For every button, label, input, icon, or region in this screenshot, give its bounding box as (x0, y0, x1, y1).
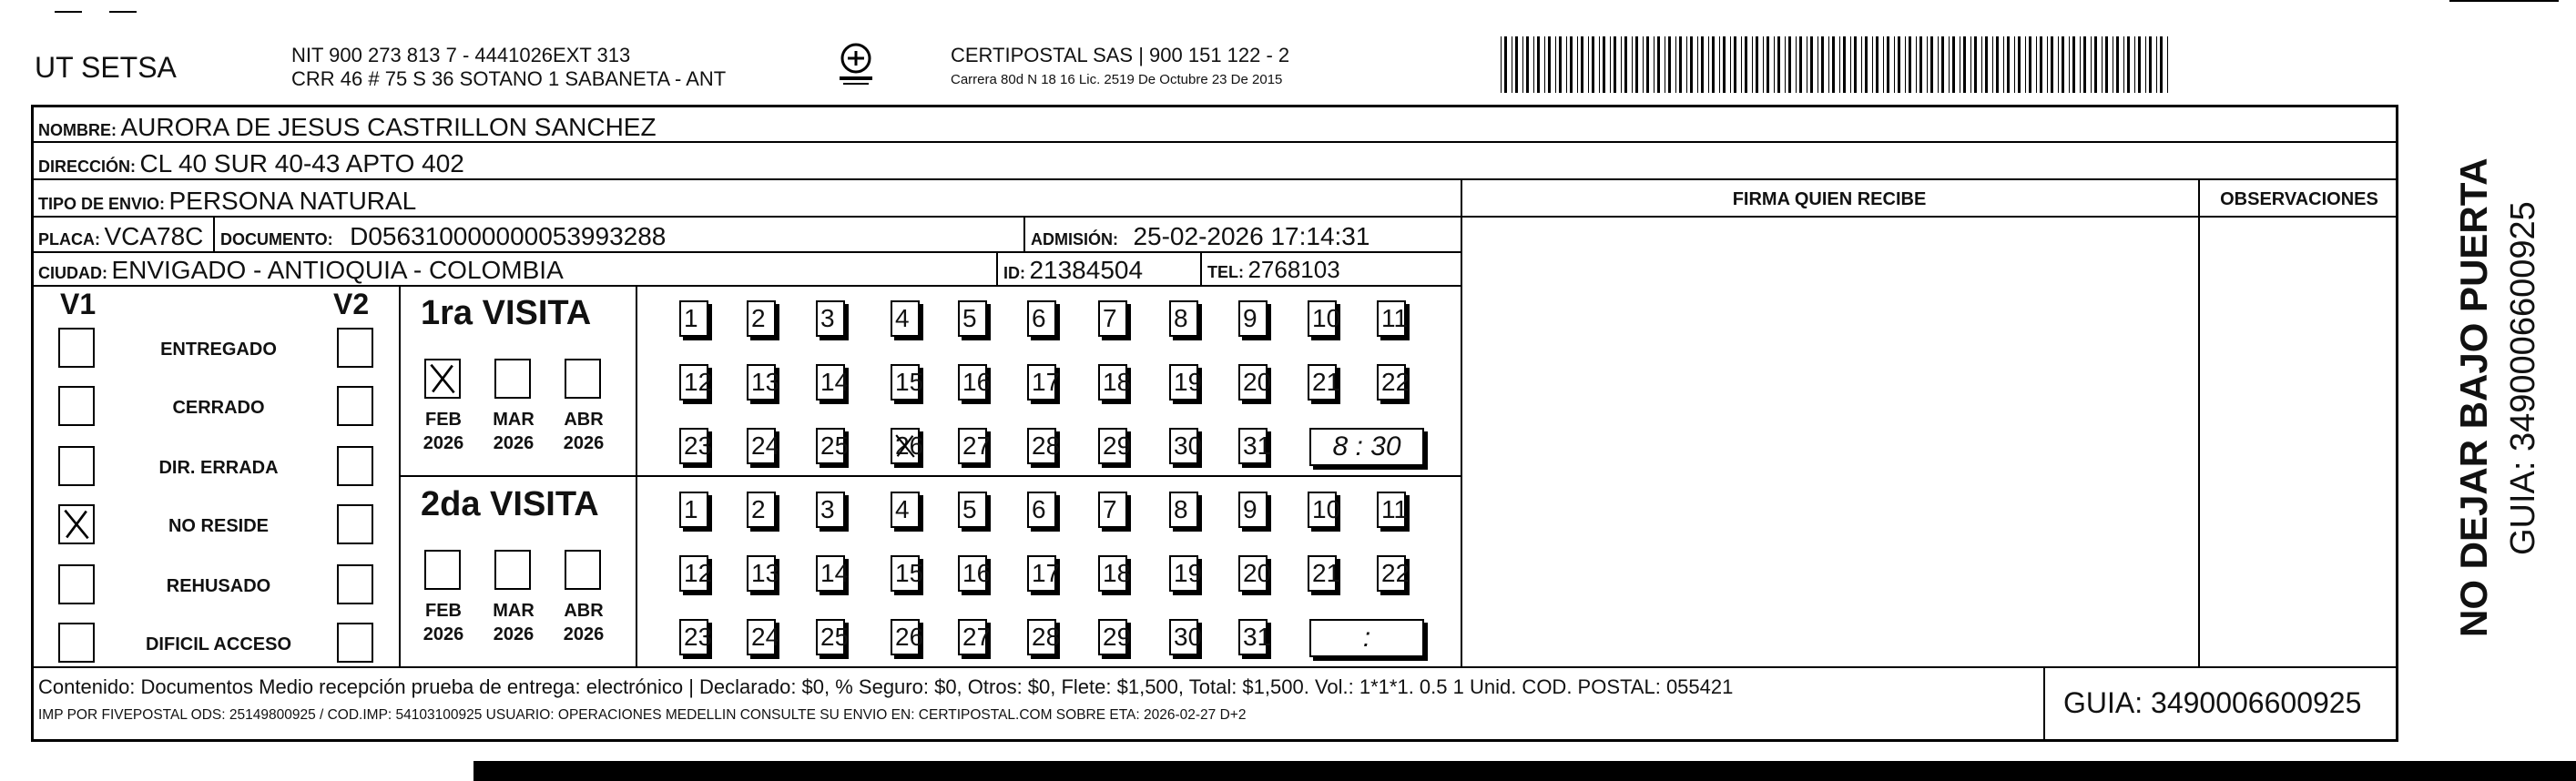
barcode-bar (2018, 36, 2021, 93)
barcode-bar (1570, 36, 1573, 93)
barcode (1501, 36, 2174, 93)
barcode-bar (1930, 36, 1933, 93)
status-label: NO RESIDE (168, 516, 270, 536)
v1-checkbox[interactable] (58, 386, 95, 426)
barcode-bar (1981, 36, 1982, 93)
day-box-12[interactable]: 12 (679, 555, 708, 592)
ciudad-label: CIUDAD: (38, 264, 107, 282)
status-label: REHUSADO (166, 576, 271, 596)
barcode-bar (1555, 36, 1556, 93)
month-label (489, 408, 538, 455)
day-box-28[interactable]: 28 (1027, 428, 1056, 464)
day-box-20[interactable]: 20 (1238, 555, 1268, 592)
barcode-bar (1533, 36, 1534, 93)
day-box-18[interactable]: 18 (1098, 555, 1127, 592)
day-box-28[interactable]: 28 (1027, 619, 1056, 655)
barcode-bar (1752, 36, 1753, 93)
month-year: 2026 (563, 433, 605, 453)
tipo-field (38, 188, 416, 214)
carrier-license: Carrera 80d N 18 16 Lic. 2519 De Octubre 23 De 2015 (951, 72, 1283, 87)
day-box-7[interactable]: 7 (1098, 300, 1127, 337)
month-name: MAR (493, 410, 535, 430)
barcode-bar (2029, 36, 2031, 93)
second-visit-title: 2da VISITA (421, 485, 599, 523)
barcode-bar (1949, 36, 1950, 93)
tel-label: TEL: (1207, 263, 1244, 281)
barcode-bar (1646, 36, 1649, 93)
barcode-bar (1599, 36, 1600, 93)
barcode-bar (2036, 36, 2037, 93)
day-box-27[interactable]: 27 (958, 619, 987, 655)
barcode-bar (1821, 36, 1824, 93)
barcode-bar (1719, 36, 1720, 93)
barcode-bar (1588, 36, 1589, 93)
company-nit: NIT 900 273 813 7 - 4441026EXT 313 (291, 44, 631, 66)
barcode-bar (2062, 36, 2064, 93)
barcode-bar (1756, 36, 1758, 93)
barcode-bar (2167, 36, 2168, 93)
barcode-bar (1832, 36, 1835, 93)
column-divider (2198, 180, 2200, 666)
row-divider (31, 285, 1461, 287)
barcode-bar (2145, 36, 2146, 93)
v1-checkbox[interactable] (58, 623, 95, 663)
barcode-bar (1577, 36, 1578, 93)
day-box-21[interactable]: 21 (1308, 555, 1337, 592)
ciudad-field (38, 258, 564, 283)
month-name: ABR (564, 410, 604, 430)
month-checkbox[interactable] (494, 359, 531, 399)
barcode-bar (2094, 36, 2097, 93)
day-box-6[interactable]: 6 (1027, 300, 1056, 337)
footer-guia-number: GUIA: 3490006600925 (2063, 686, 2362, 719)
placa-field (38, 224, 203, 249)
barcode-bar (1785, 36, 1786, 93)
barcode-bar (2116, 36, 2119, 93)
day-box-16[interactable]: 16 (958, 555, 987, 592)
v2-checkbox[interactable] (337, 386, 373, 426)
scan-mark (2449, 0, 2559, 2)
barcode-bar (2134, 36, 2135, 93)
admision-value: 25-02-2026 17:14:31 (1133, 222, 1370, 250)
month-name: FEB (425, 601, 462, 621)
id-value: 21384504 (1029, 256, 1144, 284)
nombre-value: AURORA DE JESUS CASTRILLON SANCHEZ (120, 113, 657, 141)
placa-label: PLACA: (38, 230, 100, 248)
scan-mark (109, 11, 137, 13)
row-divider (31, 141, 2398, 143)
day-box-11[interactable]: 11 (1377, 300, 1406, 337)
row-divider (31, 251, 1461, 253)
month-label (559, 599, 608, 646)
barcode-bar (1883, 36, 1884, 93)
day-box-19[interactable]: 19 (1169, 555, 1198, 592)
v2-checkbox[interactable] (337, 504, 373, 544)
month-checkbox[interactable] (494, 550, 531, 590)
barcode-bar (1938, 36, 1939, 93)
day-box-26[interactable]: 26 (891, 619, 920, 655)
day-box-24[interactable]: 24 (747, 428, 776, 464)
documento-label: DOCUMENTO: (220, 230, 333, 248)
v2-checkbox[interactable] (337, 328, 373, 368)
barcode-bar (2003, 36, 2004, 93)
day-box-4[interactable]: 4 (891, 300, 920, 337)
firma-header: FIRMA QUIEN RECIBE (1732, 189, 1927, 209)
barcode-bar (1679, 36, 1682, 93)
v2-checkbox[interactable] (337, 623, 373, 663)
scan-mark (55, 11, 82, 13)
day-box-25[interactable]: 25 (816, 619, 845, 655)
v2-checkbox[interactable] (337, 446, 373, 486)
barcode-bar (2047, 36, 2048, 93)
direccion-label: DIRECCIÓN: (38, 157, 136, 176)
barcode-bar (2083, 36, 2086, 93)
admision-field (1031, 224, 1369, 249)
barcode-bar (2058, 36, 2059, 93)
day-box-27[interactable]: 27 (958, 428, 987, 464)
barcode-bar (1905, 36, 1906, 93)
day-box-18[interactable]: 18 (1098, 364, 1127, 401)
v2-checkbox[interactable] (337, 564, 373, 604)
barcode-bar (1810, 36, 1813, 93)
barcode-bar (1963, 36, 1966, 93)
barcode-bar (1745, 36, 1747, 93)
tipo-label: TIPO DE ENVIO: (38, 195, 166, 213)
day-box-15[interactable]: 15 (891, 364, 920, 401)
day-box-23[interactable]: 23 (679, 619, 708, 655)
barcode-bar (1654, 36, 1655, 93)
barcode-bar (1850, 36, 1851, 93)
documento-field (220, 224, 666, 249)
barcode-bar (1712, 36, 1715, 93)
footer-column-divider (2043, 666, 2045, 742)
day-box-14[interactable]: 14 (816, 364, 845, 401)
v1-checkbox[interactable] (58, 328, 95, 368)
barcode-bar (1796, 36, 1797, 93)
day-box-13[interactable]: 13 (747, 555, 776, 592)
day-box-12[interactable]: 12 (679, 364, 708, 401)
ciudad-value: ENVIGADO - ANTIOQUIA - COLOMBIA (111, 256, 564, 284)
barcode-bar (1927, 36, 1928, 93)
barcode-bar (1624, 36, 1627, 93)
day-box-6[interactable]: 6 (1027, 492, 1056, 528)
barcode-bar (1865, 36, 1868, 93)
day-box-4[interactable]: 4 (891, 492, 920, 528)
barcode-bar (1592, 36, 1594, 93)
barcode-bar (2123, 36, 2124, 93)
barcode-bar (1974, 36, 1977, 93)
observaciones-header: OBSERVACIONES (2220, 189, 2378, 209)
v2-header: V2 (333, 288, 370, 320)
time-field[interactable]: : (1309, 619, 1424, 657)
day-box-23[interactable]: 23 (679, 428, 708, 464)
barcode-bar (1566, 36, 1567, 93)
barcode-bar (1872, 36, 1873, 93)
barcode-bar (1839, 36, 1840, 93)
barcode-bar (1697, 36, 1698, 93)
status-label: DIR. ERRADA (158, 458, 279, 478)
month-name: FEB (425, 410, 462, 430)
month-year: 2026 (423, 624, 464, 644)
footer-print-info: IMP POR FIVEPOSTAL ODS: 25149800925 / COD.IMP: 54103100925 USUARIO: OPERACIONES MEDELLIN CONSULTE SU ENVIO EN: CERTIPOSTAL.COM SOBRE ETA: 2026-02-27 D+2 (38, 707, 1247, 723)
day-box-1[interactable]: 1 (679, 300, 708, 337)
month-checkbox[interactable] (424, 359, 461, 399)
barcode-bar (1970, 36, 1971, 93)
month-label (419, 599, 468, 646)
day-box-8[interactable]: 8 (1169, 492, 1198, 528)
day-box-10[interactable]: 10 (1308, 300, 1337, 337)
barcode-bar (1741, 36, 1742, 93)
day-box-9[interactable]: 9 (1238, 300, 1268, 337)
day-box-17[interactable]: 17 (1027, 364, 1056, 401)
day-box-31[interactable]: 31 (1238, 619, 1268, 655)
nombre-field (38, 115, 657, 140)
barcode-bar (1668, 36, 1671, 93)
barcode-bar (1522, 36, 1523, 93)
x-mark-icon (892, 430, 918, 462)
barcode-bar (1767, 36, 1769, 93)
barcode-bar (1632, 36, 1633, 93)
day-box-7[interactable]: 7 (1098, 492, 1127, 528)
barcode-bar (1941, 36, 1944, 93)
barcode-bar (1690, 36, 1693, 93)
day-box-1[interactable]: 1 (679, 492, 708, 528)
barcode-bar (2069, 36, 2070, 93)
scan-edge (473, 761, 2576, 781)
day-box-2[interactable]: 2 (747, 300, 776, 337)
barcode-bar (1504, 36, 1507, 93)
barcode-bar (2102, 36, 2103, 93)
day-box-14[interactable]: 14 (816, 555, 845, 592)
id-label: ID: (1003, 264, 1025, 282)
barcode-bar (1730, 36, 1731, 93)
barcode-bar (1916, 36, 1917, 93)
day-box-16[interactable]: 16 (958, 364, 987, 401)
day-box-13[interactable]: 13 (747, 364, 776, 401)
barcode-bar (1952, 36, 1955, 93)
column-divider (1461, 180, 1462, 666)
barcode-bar (1817, 36, 1818, 93)
day-box-24[interactable]: 24 (747, 619, 776, 655)
month-label (489, 599, 538, 646)
day-box-3[interactable]: 3 (816, 492, 845, 528)
barcode-bar (1861, 36, 1862, 93)
month-name: ABR (564, 601, 604, 621)
barcode-bar (1985, 36, 1988, 93)
barcode-bar (1996, 36, 1999, 93)
day-box-26[interactable]: 26 (891, 428, 920, 464)
barcode-bar (2105, 36, 2108, 93)
day-box-29[interactable]: 29 (1098, 619, 1127, 655)
day-box-31[interactable]: 31 (1238, 428, 1268, 464)
barcode-bar (1723, 36, 1726, 93)
day-box-8[interactable]: 8 (1169, 300, 1198, 337)
v1-checkbox[interactable] (58, 446, 95, 486)
barcode-bar (1774, 36, 1775, 93)
barcode-bar (1894, 36, 1895, 93)
day-box-29[interactable]: 29 (1098, 428, 1127, 464)
day-box-9[interactable]: 9 (1238, 492, 1268, 528)
status-label: ENTREGADO (160, 340, 277, 360)
month-label (559, 408, 608, 455)
certipostal-logo (836, 42, 876, 87)
barcode-bar (1854, 36, 1857, 93)
placa-value: VCA78C (104, 222, 204, 250)
carrier-name: CERTIPOSTAL SAS | 900 151 122 - 2 (951, 44, 1290, 66)
barcode-bar (2138, 36, 2141, 93)
tel-value: 2768103 (1247, 256, 1340, 283)
direccion-field (38, 151, 464, 177)
status-label: CERRADO (172, 398, 265, 418)
barcode-bar (2025, 36, 2026, 93)
day-box-5[interactable]: 5 (958, 492, 987, 528)
barcode-bar (1501, 36, 1502, 93)
barcode-bar (2160, 36, 2163, 93)
x-mark-icon (426, 360, 459, 397)
barcode-bar (1734, 36, 1736, 93)
barcode-bar (1537, 36, 1540, 93)
barcode-bar (1909, 36, 1911, 93)
barcode-bar (1876, 36, 1879, 93)
barcode-bar (1643, 36, 1644, 93)
barcode-bar (1675, 36, 1676, 93)
first-visit-title: 1ra VISITA (421, 294, 592, 332)
barcode-bar (1788, 36, 1791, 93)
barcode-bar (1828, 36, 1829, 93)
v1-checkbox[interactable] (58, 564, 95, 604)
barcode-bar (2091, 36, 2092, 93)
barcode-bar (1701, 36, 1704, 93)
month-year: 2026 (423, 433, 464, 453)
barcode-bar (1708, 36, 1709, 93)
day-box-15[interactable]: 15 (891, 555, 920, 592)
day-box-17[interactable]: 17 (1027, 555, 1056, 592)
company-address: CRR 46 # 75 S 36 SOTANO 1 SABANETA - ANT (291, 67, 727, 90)
barcode-bar (1919, 36, 1922, 93)
time-field[interactable]: 8 : 30 (1309, 428, 1424, 466)
barcode-bar (1581, 36, 1583, 93)
month-year: 2026 (563, 624, 605, 644)
day-box-30[interactable]: 30 (1169, 428, 1198, 464)
barcode-bar (1686, 36, 1687, 93)
row-divider (31, 178, 2398, 180)
documento-value: D056310000000053993288 (350, 222, 667, 250)
barcode-bar (1657, 36, 1660, 93)
month-label (419, 408, 468, 455)
v1-checkbox[interactable] (58, 504, 95, 544)
status-label: DIFICIL ACCESO (145, 634, 291, 654)
month-year: 2026 (493, 624, 535, 644)
id-field (1003, 258, 1143, 283)
nombre-label: NOMBRE: (38, 121, 117, 139)
barcode-bar (2040, 36, 2042, 93)
day-box-30[interactable]: 30 (1169, 619, 1198, 655)
barcode-bar (1898, 36, 1900, 93)
admision-label: ADMISIÓN: (1031, 230, 1118, 248)
barcode-bar (1887, 36, 1889, 93)
month-checkbox[interactable] (565, 359, 601, 399)
barcode-bar (1621, 36, 1622, 93)
barcode-bar (1515, 36, 1518, 93)
barcode-bar (1614, 36, 1616, 93)
barcode-bar (2051, 36, 2053, 93)
footer-contents: Contenido: Documentos Medio recepción prueba de entrega: electrónico | Declarado: $0, % Seguro: $0, Otros: $0, Flete: $1,500, Total: $1,500. Vol.: 1*1*1. 0.5 1 Unid. COD. POSTAL: 055421 (38, 675, 1734, 698)
barcode-bar (1526, 36, 1529, 93)
day-box-2[interactable]: 2 (747, 492, 776, 528)
day-box-19[interactable]: 19 (1169, 364, 1198, 401)
month-name: MAR (493, 601, 535, 621)
x-mark-icon (60, 506, 93, 543)
tel-field (1207, 258, 1340, 281)
barcode-bar (1610, 36, 1611, 93)
no-dejar-bajo-puerta-warning: NO DEJAR BAJO PUERTA (2452, 157, 2495, 637)
barcode-bar (2072, 36, 2075, 93)
barcode-bar (2156, 36, 2157, 93)
barcode-bar (1799, 36, 1802, 93)
v1-header: V1 (60, 288, 97, 320)
barcode-bar (1843, 36, 1846, 93)
barcode-bar (2007, 36, 2010, 93)
day-box-10[interactable]: 10 (1308, 492, 1337, 528)
day-box-22[interactable]: 22 (1377, 555, 1406, 592)
barcode-bar (2127, 36, 2130, 93)
company-name: UT SETSA (35, 51, 177, 84)
day-box-3[interactable]: 3 (816, 300, 845, 337)
month-checkbox[interactable] (565, 550, 601, 590)
barcode-bar (2080, 36, 2081, 93)
tipo-value: PERSONA NATURAL (168, 187, 417, 215)
side-guia-number: GUIA: 3490006600925 (2504, 201, 2542, 555)
day-box-11[interactable]: 11 (1377, 492, 1406, 528)
barcode-bar (1559, 36, 1562, 93)
barcode-bar (1763, 36, 1764, 93)
barcode-bar (1777, 36, 1780, 93)
barcode-bar (1603, 36, 1605, 93)
month-checkbox[interactable] (424, 550, 461, 590)
barcode-bar (1635, 36, 1638, 93)
month-year: 2026 (493, 433, 535, 453)
day-box-22[interactable]: 22 (1377, 364, 1406, 401)
day-box-5[interactable]: 5 (958, 300, 987, 337)
barcode-bar (1548, 36, 1551, 93)
barcode-bar (2149, 36, 2152, 93)
barcode-bar (2014, 36, 2015, 93)
day-box-25[interactable]: 25 (816, 428, 845, 464)
barcode-bar (1992, 36, 1993, 93)
day-box-20[interactable]: 20 (1238, 364, 1268, 401)
direccion-value: CL 40 SUR 40-43 APTO 402 (139, 149, 464, 178)
day-box-21[interactable]: 21 (1308, 364, 1337, 401)
barcode-bar (1544, 36, 1545, 93)
